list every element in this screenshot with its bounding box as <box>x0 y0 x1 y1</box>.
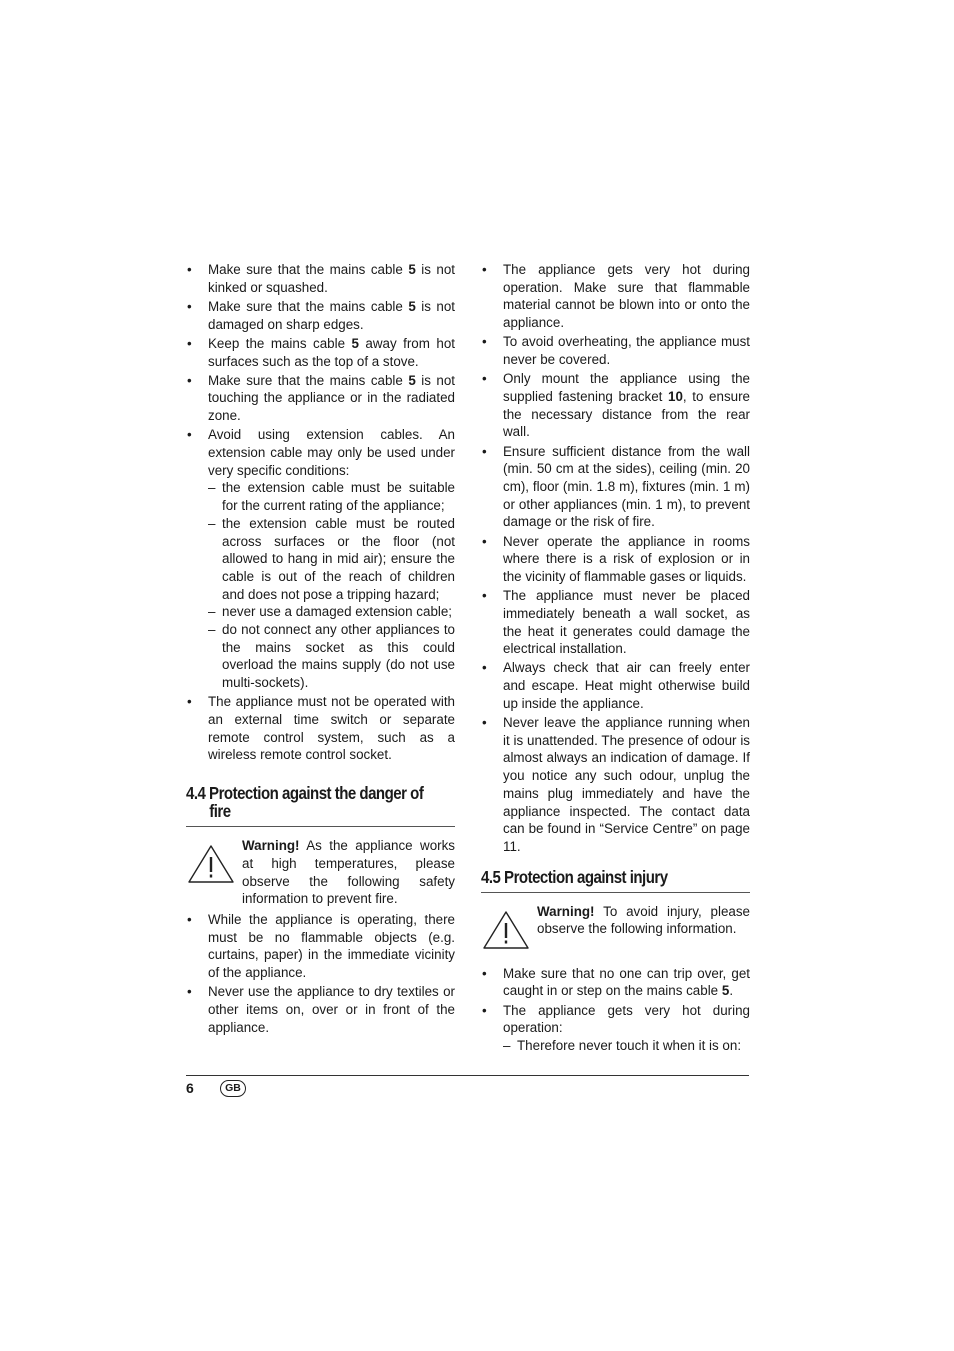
page-number: 6 <box>186 1080 194 1096</box>
section-title: Protection against injury <box>504 866 668 887</box>
heading-rule <box>481 892 750 893</box>
list-item: • Make sure that the mains cable 5 is not damaged on sharp edges. <box>186 298 455 333</box>
section-title-continued: fire <box>209 801 231 822</box>
list-item: • Always check that air can freely enter and escape. Heat might otherwise build up inside the appliance. <box>481 659 750 712</box>
injury-bullet-list <box>481 965 750 1055</box>
extension-conditions-list <box>208 479 455 691</box>
list-item: • The appliance must never be placed immediately beneath a wall socket, as the heat it generates could damage the electrical installation. <box>481 587 750 658</box>
list-item: • The appliance gets very hot during operation: – Therefore never touch it when it is on: <box>481 1002 750 1055</box>
list-item: • While the appliance is operating, there must be no flammable objects (e.g. curtains, paper) in the immediate vicinity of the appliance. <box>186 911 455 982</box>
list-item: • Keep the mains cable 5 away from hot surfaces such as the top of a stove. <box>186 335 455 370</box>
dash-item: – the extension cable must be routed across surfaces or the floor (not allowed to hang in mid air); ensure the cable is out of the reach of children and does not pose a tripping hazard; <box>208 515 455 604</box>
list-item: • Never leave the appliance running when it is unattended. The presence of odour is almost always an indication of damage. If you notice any such odour, unplug the mains plug immediately and have the appliance inspected. The contact data can be found in “Service Centre” on page 11. <box>481 714 750 856</box>
list-item: • Never operate the appliance in rooms where there is a risk of explosion or in the vicinity of flammable gases or liquids. <box>481 533 750 586</box>
list-item: • The appliance must not be operated with an external time switch or separate remote control system, such as a wireless remote control socket. <box>186 693 455 764</box>
list-item: • To avoid overheating, the appliance must never be covered. <box>481 333 750 368</box>
country-badge: GB <box>220 1080 246 1097</box>
list-item: • The appliance gets very hot during operation. Make sure that flammable material cannot be blown into or onto the appliance. <box>481 261 750 332</box>
heat-bullet-list <box>481 261 750 856</box>
list-item: • Avoid using extension cables. An extension cable may only be used under very specific conditions: – the extension cable must be suitable for the current rating of the appliance; – the extension cable must be routed across surfaces or the floor (not allowed to hang in mid air); ensure the cable is out of the reach of children and does not pose a tripping hazard; – never use a damaged extension cable; – do not connect any other appliances to the mains socket as this could overload the mains supply (do not use multi-sockets). <box>186 426 455 692</box>
list-item: • Ensure sufficient distance from the wall (min. 50 cm at the sides), ceiling (min. 20 cm), floor (min. 1.8 m), fixtures (min. 1 m) or other appliances (min. 1 m), to prevent damage or the risk of fire. <box>481 443 750 532</box>
section-title: Protection against the danger of <box>209 783 424 804</box>
section-heading-injury <box>481 868 750 886</box>
list-item: • Never use the appliance to dry textiles or other items on, over or in front of the appliance. <box>186 983 455 1036</box>
dash-item: – never use a damaged extension cable; <box>208 603 455 621</box>
list-item: • Make sure that no one can trip over, get caught in or step on the mains cable 5. <box>481 965 750 1000</box>
footer-rule <box>186 1075 749 1076</box>
warning-triangle-icon <box>187 843 235 885</box>
warning-text: To avoid injury, please observe the following information. <box>537 903 750 937</box>
fire-bullet-list <box>186 911 455 1036</box>
warning-label: Warning! <box>242 838 300 854</box>
section-number: 4.4 <box>186 783 206 804</box>
right-column <box>481 261 750 1056</box>
heading-rule <box>186 826 455 827</box>
warning-triangle-icon <box>482 909 530 951</box>
dash-item: – do not connect any other appliances to the mains socket as this could overload the mains supply (do not use multi-sockets). <box>208 621 455 692</box>
left-column <box>186 261 455 1038</box>
warning-label: Warning! <box>537 903 595 919</box>
list-item: • Only mount the appliance using the supplied fastening bracket 10, to ensure the necessary distance from the rear wall. <box>481 370 750 441</box>
list-item: • Make sure that the mains cable 5 is not touching the appliance or in the radiated zone. <box>186 372 455 425</box>
warning-text: As the appliance works at high temperatures, please observe the following safety information to prevent fire. <box>242 838 455 907</box>
dash-item: – the extension cable must be suitable for the current rating of the appliance; <box>208 479 455 514</box>
cable-bullet-list <box>186 261 455 764</box>
section-heading-fire <box>186 784 455 820</box>
dash-item: – Therefore never touch it when it is on: <box>503 1037 750 1055</box>
section-number: 4.5 <box>481 866 501 887</box>
list-item: • Make sure that the mains cable 5 is not kinked or squashed. <box>186 261 455 296</box>
injury-warning <box>481 903 750 951</box>
injury-dash-list <box>503 1037 750 1055</box>
fire-warning <box>186 837 455 908</box>
